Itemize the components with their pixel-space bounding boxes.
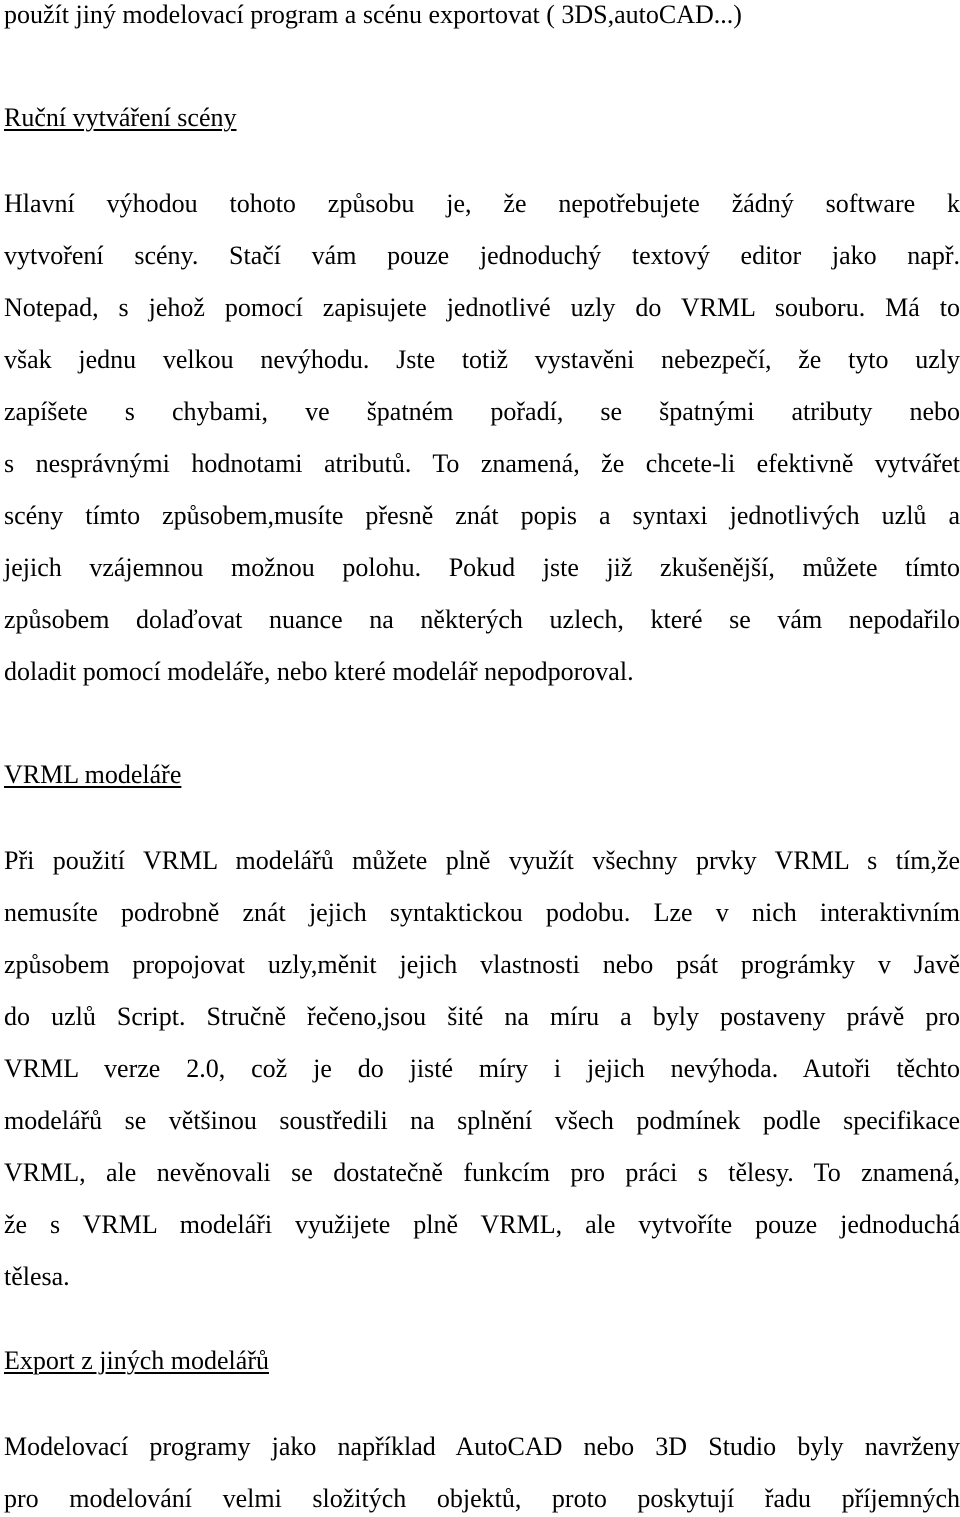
paragraph-line: vytvoření scény. Stačí vám pouze jednoduchý textový editor jako např. <box>4 241 960 270</box>
paragraph-line: doladit pomocí modeláře, nebo které modelář nepodporoval. <box>4 657 634 686</box>
paragraph-line: modelářů se většinou soustředili na splnění všech podmínek podle specifikace <box>4 1106 960 1135</box>
section-heading-vrml-modelers: VRML modeláře <box>4 760 182 789</box>
paragraph-line: že s VRML modeláři využijete plně VRML, ale vytvoříte pouze jednoduchá <box>4 1210 960 1239</box>
paragraph-line: zapíšete s chybami, ve špatném pořadí, se špatnými atributy nebo <box>4 397 960 426</box>
paragraph-line: Při použití VRML modelářů můžete plně využít všechny prvky VRML s tím,že <box>4 846 960 875</box>
paragraph-line: VRML, ale nevěnovali se dostatečně funkcím pro práci s tělesy. To znamená, <box>4 1158 960 1187</box>
paragraph-line: tělesa. <box>4 1262 70 1291</box>
paragraph-line: Notepad, s jehož pomocí zapisujete jednotlivé uzly do VRML souboru. Má to <box>4 293 960 322</box>
paragraph-line: však jednu velkou nevýhodu. Jste totiž vystavěni nebezpečí, že tyto uzly <box>4 345 960 374</box>
text-line-intro: použít jiný modelovací program a scénu exportovat ( 3DS,autoCAD...) <box>4 0 742 29</box>
paragraph-line: Modelovací programy jako například AutoCAD nebo 3D Studio byly navrženy <box>4 1432 960 1461</box>
section-heading-manual-creation: Ruční vytváření scény <box>4 103 237 132</box>
paragraph-line: způsobem dolaďovat nuance na některých uzlech, které se vám nepodařilo <box>4 605 960 634</box>
section-heading-export: Export z jiných modelářů <box>4 1346 269 1375</box>
paragraph-line: způsobem propojovat uzly,měnit jejich vlastnosti nebo psát prográmky v Javě <box>4 950 960 979</box>
paragraph-line: scény tímto způsobem,musíte přesně znát popis a syntaxi jednotlivých uzlů a <box>4 501 960 530</box>
paragraph-line: VRML verze 2.0, což je do jisté míry i jejich nevýhoda. Autoři těchto <box>4 1054 960 1083</box>
paragraph-line: do uzlů Script. Stručně řečeno,jsou šité na míru a byly postaveny právě pro <box>4 1002 960 1031</box>
paragraph-line: jejich vzájemnou možnou polohu. Pokud jste již zkušenější, můžete tímto <box>4 553 960 582</box>
paragraph-line: s nesprávnými hodnotami atributů. To znamená, že chcete-li efektivně vytvářet <box>4 449 960 478</box>
paragraph-line: nemusíte podrobně znát jejich syntaktickou podobu. Lze v nich interaktivním <box>4 898 960 927</box>
paragraph-line: Hlavní výhodou tohoto způsobu je, že nepotřebujete žádný software k <box>4 189 960 218</box>
paragraph-line: pro modelování velmi složitých objektů, proto poskytují řadu příjemných <box>4 1484 960 1513</box>
